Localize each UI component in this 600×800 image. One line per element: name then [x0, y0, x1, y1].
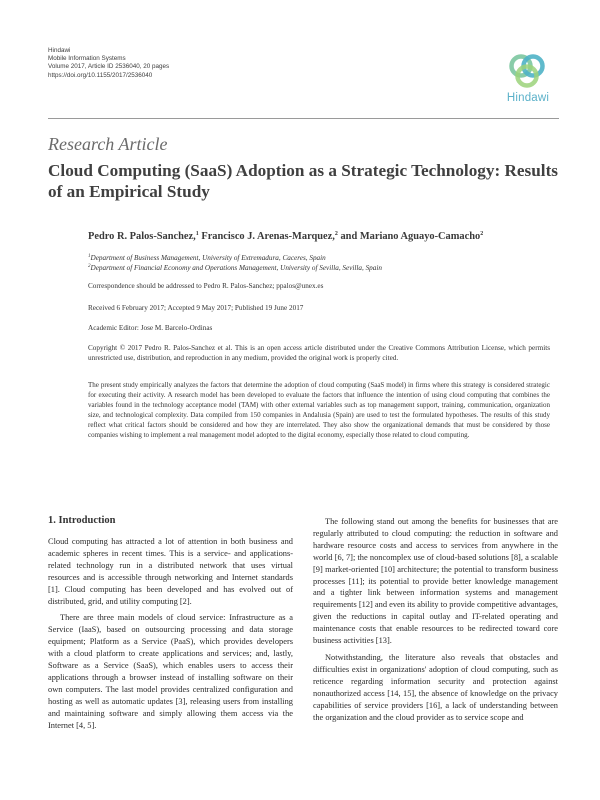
hindawi-logo-text: Hindawi	[506, 92, 550, 104]
paragraph: There are three main models of cloud service: Infrastructure as a Service (IaaS), based on outsourcing processing and data storage equipment; Platform as a Service (PaaS), which provides developers with a cloud platform to create applications and services; and, lastly, Software as a Service (SaaS), which enables users to access their applications through a browser instead of installing software on their own computers. The last model provides centralized configuration and hosting as well as automatic updates [3], releasing users from installing and maintaining software and simply allowing them access via the Internet [4, 5].	[48, 613, 293, 730]
affil-mark: 1	[88, 254, 91, 259]
publication-dates: Received 6 February 2017; Accepted 9 May 2017; Published 19 June 2017	[88, 304, 304, 312]
author-affil-mark: 2	[480, 231, 484, 237]
affiliation-2	[88, 262, 550, 273]
author-name: and Mariano Aguayo-Camacho	[337, 231, 481, 242]
affil-text: Department of Business Management, University of Extremadura, Caceres, Spain	[90, 254, 326, 262]
volume-info: Volume 2017, Article ID 2536040, 20 pages	[48, 63, 170, 71]
section-heading: 1. Introduction	[48, 515, 116, 526]
paragraph: Notwithstanding, the literature also reveals that obstacles and difficulties exist in organizations' adoption of cloud computing, such as reticence regarding information security and protection against nonauthorized access [14, 15], the absence of knowledge on the privacy capabilities of service providers [16], a lack of understanding between the organization and the cloud provider as to service scope and	[313, 652, 558, 722]
journal-name: Mobile Information Systems	[48, 55, 126, 63]
author-name: Pedro R. Palos-Sanchez,	[88, 231, 196, 242]
abstract: The present study empirically analyzes the factors that determine the adoption of cloud computing (SaaS model) in firms where this strategy is considered strategic for executing their activity. A research model has been developed to evaluate the factors that influence the intention of using cloud computing that combines the variables found in the technology acceptance model (TAM) with other external variables such as top management support, training, communication, organization size, and technological complexity. Data compiled from 150 companies in Andalusia (Spain) are used to test the formulated hypotheses. The results of this study reflect what critical factors should be considered and how they are interrelated. They also show the organizational demands that must be considered by those companies wishing to implement a real management model adopted to the digital economy, especially those related to cloud computing.	[88, 381, 550, 439]
doi-link[interactable]: https://doi.org/10.1155/2017/2536040	[48, 71, 153, 79]
affil-mark: 2	[88, 264, 91, 269]
author-affil-mark: 2	[334, 231, 338, 237]
author-affil-mark: 1	[195, 231, 199, 237]
author-name: Francisco J. Arenas-Marquez,	[198, 231, 335, 242]
author-list	[88, 231, 483, 242]
copyright-notice: Copyright © 2017 Pedro R. Palos-Sanchez et al. This is an open access article distributed under the Creative Commons Attribution License, which permits unrestricted use, distribution, and reproduction in any medium, provided the original work is properly cited.	[88, 344, 550, 362]
academic-editor: Academic Editor: Jose M. Barcelo-Ordinas	[88, 324, 213, 332]
paragraph: The following stand out among the benefits for businesses that are regularly attributed to cloud computing: the reduction in software and hardware resource costs and access to services from anywhere in the world [6, 7]; the noncomplex use of cloud-based solutions [8], a scalable [9] market-oriented [10] architecture; the potential to transform business processes [11]; its potential to provide better knowledge management and a tighter link between information systems and management requirements [12] and even its ability to provide competitive advantages, given the reductions in capital outlay and IT-related operating and maintenance costs that enable resources to be redirected toward core business activities [13].	[313, 517, 558, 646]
journal-header	[48, 47, 169, 80]
left-column	[48, 536, 293, 737]
paragraph: Cloud computing has attracted a lot of attention in both business and academic spheres in recent times. This is a service- and applications-related technology run in a distributed network that uses virtual resources and is accessible through networking and Internet standards [1]. Cloud computing has been developed and has evolved out of distributed, grid, and utility computing [2].	[48, 537, 293, 606]
publisher-name: Hindawi	[48, 47, 71, 54]
article-type: Research Article	[48, 134, 168, 154]
article-title: Cloud Computing (SaaS) Adoption as a Strategic Technology: Results of an Empirical Study	[48, 161, 558, 201]
affil-text: Department of Financial Economy and Operations Management, University of Sevilla, Sevilla, Spain	[90, 264, 382, 272]
correspondence: Correspondence should be addressed to Pedro R. Palos-Sanchez; ppalos@unex.es	[88, 282, 324, 290]
header-divider	[48, 118, 559, 119]
right-column	[313, 516, 558, 728]
